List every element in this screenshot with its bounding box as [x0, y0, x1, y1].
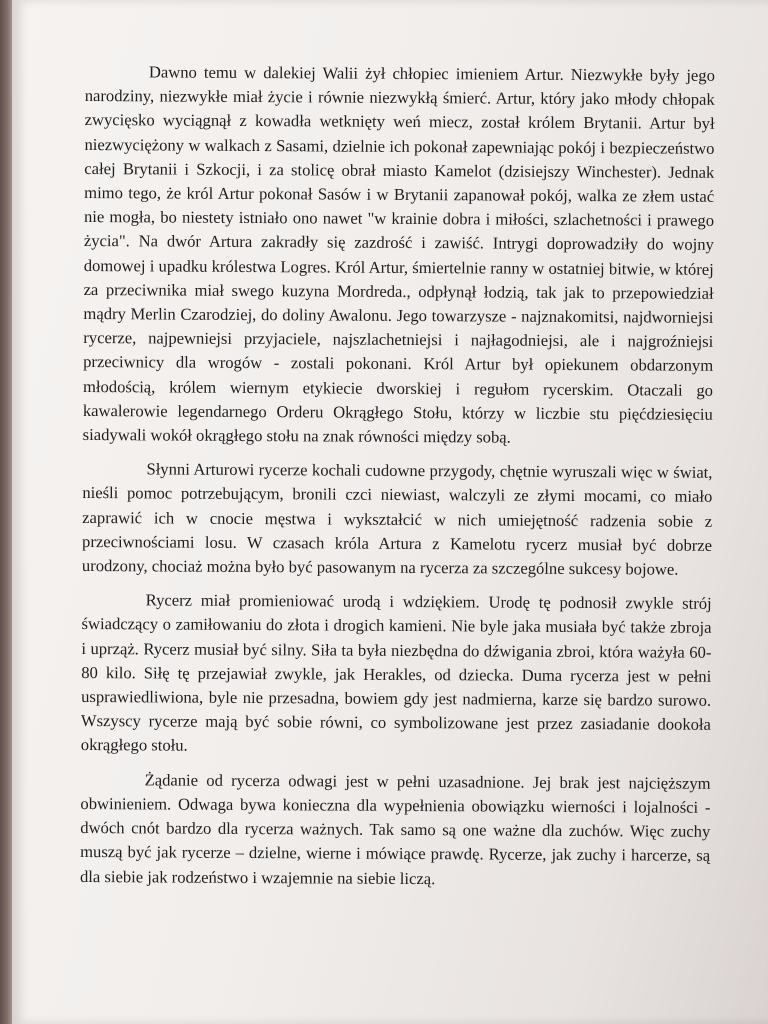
paragraph-1: Dawno temu w dalekiej Walii żył chłopiec imieniem Artur. Niezwykłe były jego narodziny, niezwykłe miał życie i równie niezwykłą śmierć. Artur, który jako młody chłopak zwycięsko wyciągnął z kowadła wetknięty weń miecz, został królem Brytanii. Artur był niezwyciężony w walkach z Sasami, dzielnie ich pokonał zapewniając pokój i bezpieczeństwo całej Brytanii i Szkocji, i za stolicę obrał miasto Kamelot (dzisiejszy Winchester). Jednak mimo tego, że król Artur pokonał Sasów i w Brytanii zapanował pokój, walka ze złem ustać nie mogła, bo niestety istniało ono nawet "w krainie dobra i miłości, szlachetności i prawego życia". Na dwór Artura zakradły się zazdrość i zawiść. Intrygi doprowadziły do wojny domowej i upadku królestwa Logres. Król Artur, śmiertelnie ranny w ostatniej bitwie, w której za przeciwnika miał swego kuzyna Mordreda., odpłynął łodzią, tak jak to przepowiedział mądry Merlin Czarodziej, do doliny Awalonu. Jego towarzysze - najznakomitsi, najdworniejsi rycerze, najpewniejsi przyjaciele, najszlachetniejsi i najłagodniejsi, ale i najgroźniejsi przeciwnicy dla wrogów - zostali pokonani. Król Artur był opiekunem obdarzonym młodością, królem wiernym etykiecie dworskiej i regułom rycerskim. Otaczali go kawalerowie legendarnego Orderu Okrągłego Stołu, którzy w liczbie stu pięćdziesięciu siadywali wokół okrągłego stołu na znak równości między sobą.: [82, 62, 715, 447]
binder-edge: [0, 0, 12, 1024]
document-body: [80, 60, 715, 903]
paragraph-2: Słynni Arturowi rycerze kochali cudowne przygody, chętnie wyruszali więc w świat, nieśli pomoc potrzebującym, bronili czci niewiast, walczyli ze złymi mocami, co miało zaprawić ich w cnocie męstwa i wykształcić w nich umiejętność radzenia sobie z przeciwnościami losu. W czasach króla Artura z Kamelotu rycerz musiał być dobrze urodzony, chociaż można było być pasowanym na rycerza za szczególne sukcesy bojowe.: [81, 459, 713, 579]
paper-sheet: [12, 0, 768, 1024]
paragraph-3: Rycerz miał promieniować urodą i wdziękiem. Urodę tę podnosił zwykle strój świadczący o zamiłowaniu do złota i drogich kamieni. Nie byle jaka musiała być także zbroja i uprząż. Rycerz musiał być silny. Siła ta była niezbędna do dźwigania zbroi, która ważyła 60-80 kilo. Siłę tę przejawiał zwykle, jak Herakles, od dziecka. Duma rycerza jest w pełni usprawiedliwiona, byle nie przesadna, bowiem gdy jest nadmierna, karze się bardzo surowo. Wszyscy rycerze mają być sobie równi, co symbolizowane jest przez zasiadanie dookoła okrągłego stołu.: [80, 590, 712, 756]
paragraph-4: Żądanie od rycerza odwagi jest w pełni uzasadnione. Jej brak jest najcięższym obwinieniem. Odwaga bywa konieczna dla wypełnienia obowiązku wierności i lojalności - dwóch cnót bardzo dla rycerza ważnych. Tak samo są one ważne dla zuchów. Więc zuchy muszą być jak rycerze – dzielne, wierne i mówiące prawdę. Rycerze, jak zuchy i harcerze, są dla siebie jak rodzeństwo i wzajemnie na siebie liczą.: [79, 770, 711, 888]
